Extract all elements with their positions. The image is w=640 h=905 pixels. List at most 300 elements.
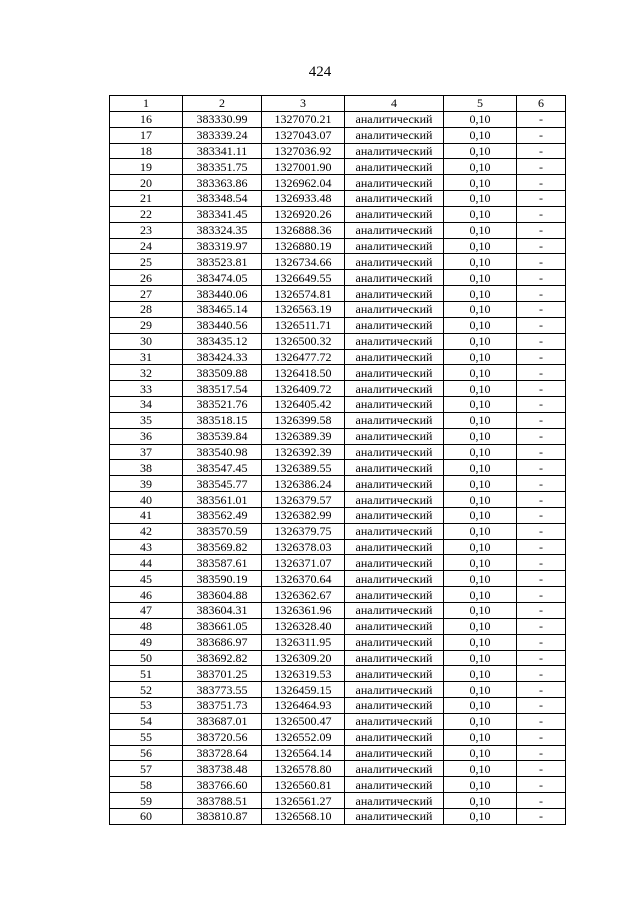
method-cell: аналитический bbox=[345, 603, 444, 619]
y-coordinate-cell: 1326477.72 bbox=[262, 349, 345, 365]
x-coordinate-cell: 383545.77 bbox=[183, 476, 262, 492]
accuracy-cell: 0,10 bbox=[444, 317, 517, 333]
note-cell: - bbox=[517, 365, 566, 381]
accuracy-cell: 0,10 bbox=[444, 476, 517, 492]
table-row bbox=[110, 143, 566, 159]
table-row bbox=[110, 301, 566, 317]
table-row bbox=[110, 476, 566, 492]
note-cell: - bbox=[517, 333, 566, 349]
x-coordinate-cell: 383517.54 bbox=[183, 381, 262, 397]
table-row bbox=[110, 650, 566, 666]
point-number-cell: 40 bbox=[110, 492, 183, 508]
x-coordinate-cell: 383561.01 bbox=[183, 492, 262, 508]
method-cell: аналитический bbox=[345, 682, 444, 698]
x-coordinate-cell: 383701.25 bbox=[183, 666, 262, 682]
column-header: 1 bbox=[110, 96, 183, 112]
table-row bbox=[110, 175, 566, 191]
x-coordinate-cell: 383738.48 bbox=[183, 761, 262, 777]
point-number-cell: 48 bbox=[110, 618, 183, 634]
method-cell: аналитический bbox=[345, 539, 444, 555]
accuracy-cell: 0,10 bbox=[444, 365, 517, 381]
note-cell: - bbox=[517, 270, 566, 286]
x-coordinate-cell: 383509.88 bbox=[183, 365, 262, 381]
note-cell: - bbox=[517, 698, 566, 714]
point-number-cell: 26 bbox=[110, 270, 183, 286]
accuracy-cell: 0,10 bbox=[444, 523, 517, 539]
y-coordinate-cell: 1326405.42 bbox=[262, 397, 345, 413]
method-cell: аналитический bbox=[345, 159, 444, 175]
y-coordinate-cell: 1326459.15 bbox=[262, 682, 345, 698]
x-coordinate-cell: 383604.31 bbox=[183, 603, 262, 619]
table-row bbox=[110, 713, 566, 729]
accuracy-cell: 0,10 bbox=[444, 507, 517, 523]
table-row bbox=[110, 270, 566, 286]
accuracy-cell: 0,10 bbox=[444, 650, 517, 666]
method-cell: аналитический bbox=[345, 523, 444, 539]
y-coordinate-cell: 1326328.40 bbox=[262, 618, 345, 634]
note-cell: - bbox=[517, 729, 566, 745]
accuracy-cell: 0,10 bbox=[444, 618, 517, 634]
table-row bbox=[110, 808, 566, 824]
accuracy-cell: 0,10 bbox=[444, 238, 517, 254]
method-cell: аналитический bbox=[345, 713, 444, 729]
x-coordinate-cell: 383587.61 bbox=[183, 555, 262, 571]
table-row bbox=[110, 698, 566, 714]
accuracy-cell: 0,10 bbox=[444, 254, 517, 270]
y-coordinate-cell: 1326311.95 bbox=[262, 634, 345, 650]
y-coordinate-cell: 1326389.55 bbox=[262, 460, 345, 476]
point-number-cell: 24 bbox=[110, 238, 183, 254]
y-coordinate-cell: 1326933.48 bbox=[262, 191, 345, 207]
y-coordinate-cell: 1326734.66 bbox=[262, 254, 345, 270]
note-cell: - bbox=[517, 127, 566, 143]
accuracy-cell: 0,10 bbox=[444, 682, 517, 698]
x-coordinate-cell: 383687.01 bbox=[183, 713, 262, 729]
x-coordinate-cell: 383590.19 bbox=[183, 571, 262, 587]
note-cell: - bbox=[517, 349, 566, 365]
accuracy-cell: 0,10 bbox=[444, 270, 517, 286]
method-cell: аналитический bbox=[345, 127, 444, 143]
table-row bbox=[110, 333, 566, 349]
point-number-cell: 35 bbox=[110, 412, 183, 428]
table-row bbox=[110, 745, 566, 761]
point-number-cell: 37 bbox=[110, 444, 183, 460]
y-coordinate-cell: 1326649.55 bbox=[262, 270, 345, 286]
table-row bbox=[110, 349, 566, 365]
accuracy-cell: 0,10 bbox=[444, 603, 517, 619]
x-coordinate-cell: 383773.55 bbox=[183, 682, 262, 698]
accuracy-cell: 0,10 bbox=[444, 571, 517, 587]
method-cell: аналитический bbox=[345, 808, 444, 824]
table-row bbox=[110, 111, 566, 127]
accuracy-cell: 0,10 bbox=[444, 286, 517, 302]
y-coordinate-cell: 1326392.39 bbox=[262, 444, 345, 460]
note-cell: - bbox=[517, 460, 566, 476]
table-row bbox=[110, 222, 566, 238]
method-cell: аналитический bbox=[345, 175, 444, 191]
note-cell: - bbox=[517, 539, 566, 555]
accuracy-cell: 0,10 bbox=[444, 587, 517, 603]
method-cell: аналитический bbox=[345, 698, 444, 714]
method-cell: аналитический bbox=[345, 476, 444, 492]
y-coordinate-cell: 1326418.50 bbox=[262, 365, 345, 381]
method-cell: аналитический bbox=[345, 634, 444, 650]
column-header: 6 bbox=[517, 96, 566, 112]
y-coordinate-cell: 1326379.75 bbox=[262, 523, 345, 539]
y-coordinate-cell: 1326500.47 bbox=[262, 713, 345, 729]
x-coordinate-cell: 383540.98 bbox=[183, 444, 262, 460]
method-cell: аналитический bbox=[345, 571, 444, 587]
y-coordinate-cell: 1326880.19 bbox=[262, 238, 345, 254]
point-number-cell: 31 bbox=[110, 349, 183, 365]
x-coordinate-cell: 383518.15 bbox=[183, 412, 262, 428]
accuracy-cell: 0,10 bbox=[444, 349, 517, 365]
note-cell: - bbox=[517, 286, 566, 302]
table-row bbox=[110, 729, 566, 745]
note-cell: - bbox=[517, 603, 566, 619]
table-row bbox=[110, 634, 566, 650]
y-coordinate-cell: 1327043.07 bbox=[262, 127, 345, 143]
table-row bbox=[110, 428, 566, 444]
note-cell: - bbox=[517, 618, 566, 634]
method-cell: аналитический bbox=[345, 301, 444, 317]
point-number-cell: 43 bbox=[110, 539, 183, 555]
note-cell: - bbox=[517, 238, 566, 254]
point-number-cell: 42 bbox=[110, 523, 183, 539]
x-coordinate-cell: 383435.12 bbox=[183, 333, 262, 349]
point-number-cell: 22 bbox=[110, 206, 183, 222]
note-cell: - bbox=[517, 191, 566, 207]
table-header-row bbox=[110, 96, 566, 112]
point-number-cell: 38 bbox=[110, 460, 183, 476]
y-coordinate-cell: 1326560.81 bbox=[262, 777, 345, 793]
column-header: 5 bbox=[444, 96, 517, 112]
x-coordinate-cell: 383330.99 bbox=[183, 111, 262, 127]
method-cell: аналитический bbox=[345, 729, 444, 745]
point-number-cell: 16 bbox=[110, 111, 183, 127]
y-coordinate-cell: 1326552.09 bbox=[262, 729, 345, 745]
x-coordinate-cell: 383523.81 bbox=[183, 254, 262, 270]
x-coordinate-cell: 383324.35 bbox=[183, 222, 262, 238]
y-coordinate-cell: 1326500.32 bbox=[262, 333, 345, 349]
note-cell: - bbox=[517, 428, 566, 444]
y-coordinate-cell: 1326389.39 bbox=[262, 428, 345, 444]
coordinates-table bbox=[109, 95, 566, 825]
y-coordinate-cell: 1326399.58 bbox=[262, 412, 345, 428]
note-cell: - bbox=[517, 412, 566, 428]
method-cell: аналитический bbox=[345, 444, 444, 460]
point-number-cell: 17 bbox=[110, 127, 183, 143]
accuracy-cell: 0,10 bbox=[444, 444, 517, 460]
x-coordinate-cell: 383728.64 bbox=[183, 745, 262, 761]
y-coordinate-cell: 1326362.67 bbox=[262, 587, 345, 603]
point-number-cell: 49 bbox=[110, 634, 183, 650]
accuracy-cell: 0,10 bbox=[444, 412, 517, 428]
table-row bbox=[110, 761, 566, 777]
y-coordinate-cell: 1326511.71 bbox=[262, 317, 345, 333]
x-coordinate-cell: 383319.97 bbox=[183, 238, 262, 254]
table-row bbox=[110, 682, 566, 698]
accuracy-cell: 0,10 bbox=[444, 539, 517, 555]
note-cell: - bbox=[517, 808, 566, 824]
y-coordinate-cell: 1326962.04 bbox=[262, 175, 345, 191]
method-cell: аналитический bbox=[345, 412, 444, 428]
accuracy-cell: 0,10 bbox=[444, 111, 517, 127]
note-cell: - bbox=[517, 507, 566, 523]
table-body bbox=[110, 111, 566, 824]
table-row bbox=[110, 317, 566, 333]
accuracy-cell: 0,10 bbox=[444, 808, 517, 824]
method-cell: аналитический bbox=[345, 317, 444, 333]
page-number: 424 bbox=[308, 64, 332, 80]
accuracy-cell: 0,10 bbox=[444, 777, 517, 793]
table-row bbox=[110, 206, 566, 222]
point-number-cell: 36 bbox=[110, 428, 183, 444]
y-coordinate-cell: 1326382.99 bbox=[262, 507, 345, 523]
accuracy-cell: 0,10 bbox=[444, 793, 517, 809]
method-cell: аналитический bbox=[345, 745, 444, 761]
note-cell: - bbox=[517, 713, 566, 729]
note-cell: - bbox=[517, 476, 566, 492]
x-coordinate-cell: 383570.59 bbox=[183, 523, 262, 539]
table-row bbox=[110, 238, 566, 254]
method-cell: аналитический bbox=[345, 507, 444, 523]
x-coordinate-cell: 383351.75 bbox=[183, 159, 262, 175]
point-number-cell: 56 bbox=[110, 745, 183, 761]
accuracy-cell: 0,10 bbox=[444, 143, 517, 159]
note-cell: - bbox=[517, 159, 566, 175]
table-row bbox=[110, 523, 566, 539]
method-cell: аналитический bbox=[345, 143, 444, 159]
method-cell: аналитический bbox=[345, 381, 444, 397]
table-row bbox=[110, 793, 566, 809]
table-row bbox=[110, 603, 566, 619]
x-coordinate-cell: 383569.82 bbox=[183, 539, 262, 555]
table-row bbox=[110, 127, 566, 143]
x-coordinate-cell: 383547.45 bbox=[183, 460, 262, 476]
x-coordinate-cell: 383604.88 bbox=[183, 587, 262, 603]
x-coordinate-cell: 383720.56 bbox=[183, 729, 262, 745]
method-cell: аналитический bbox=[345, 286, 444, 302]
table-row bbox=[110, 365, 566, 381]
note-cell: - bbox=[517, 143, 566, 159]
accuracy-cell: 0,10 bbox=[444, 222, 517, 238]
note-cell: - bbox=[517, 301, 566, 317]
y-coordinate-cell: 1326409.72 bbox=[262, 381, 345, 397]
accuracy-cell: 0,10 bbox=[444, 634, 517, 650]
x-coordinate-cell: 383539.84 bbox=[183, 428, 262, 444]
method-cell: аналитический bbox=[345, 222, 444, 238]
method-cell: аналитический bbox=[345, 666, 444, 682]
point-number-cell: 29 bbox=[110, 317, 183, 333]
note-cell: - bbox=[517, 222, 566, 238]
point-number-cell: 18 bbox=[110, 143, 183, 159]
table-row bbox=[110, 159, 566, 175]
x-coordinate-cell: 383751.73 bbox=[183, 698, 262, 714]
method-cell: аналитический bbox=[345, 333, 444, 349]
note-cell: - bbox=[517, 587, 566, 603]
note-cell: - bbox=[517, 777, 566, 793]
x-coordinate-cell: 383440.06 bbox=[183, 286, 262, 302]
accuracy-cell: 0,10 bbox=[444, 301, 517, 317]
x-coordinate-cell: 383766.60 bbox=[183, 777, 262, 793]
point-number-cell: 59 bbox=[110, 793, 183, 809]
accuracy-cell: 0,10 bbox=[444, 397, 517, 413]
x-coordinate-cell: 383424.33 bbox=[183, 349, 262, 365]
point-number-cell: 27 bbox=[110, 286, 183, 302]
table-row bbox=[110, 587, 566, 603]
column-header: 4 bbox=[345, 96, 444, 112]
y-coordinate-cell: 1326361.96 bbox=[262, 603, 345, 619]
x-coordinate-cell: 383661.05 bbox=[183, 618, 262, 634]
accuracy-cell: 0,10 bbox=[444, 745, 517, 761]
method-cell: аналитический bbox=[345, 587, 444, 603]
accuracy-cell: 0,10 bbox=[444, 713, 517, 729]
point-number-cell: 32 bbox=[110, 365, 183, 381]
method-cell: аналитический bbox=[345, 618, 444, 634]
method-cell: аналитический bbox=[345, 793, 444, 809]
note-cell: - bbox=[517, 254, 566, 270]
method-cell: аналитический bbox=[345, 761, 444, 777]
method-cell: аналитический bbox=[345, 397, 444, 413]
point-number-cell: 44 bbox=[110, 555, 183, 571]
method-cell: аналитический bbox=[345, 238, 444, 254]
note-cell: - bbox=[517, 492, 566, 508]
method-cell: аналитический bbox=[345, 460, 444, 476]
point-number-cell: 23 bbox=[110, 222, 183, 238]
accuracy-cell: 0,10 bbox=[444, 555, 517, 571]
table-row bbox=[110, 381, 566, 397]
point-number-cell: 58 bbox=[110, 777, 183, 793]
y-coordinate-cell: 1326561.27 bbox=[262, 793, 345, 809]
y-coordinate-cell: 1326379.57 bbox=[262, 492, 345, 508]
note-cell: - bbox=[517, 761, 566, 777]
y-coordinate-cell: 1326319.53 bbox=[262, 666, 345, 682]
table-row bbox=[110, 777, 566, 793]
accuracy-cell: 0,10 bbox=[444, 127, 517, 143]
point-number-cell: 30 bbox=[110, 333, 183, 349]
point-number-cell: 46 bbox=[110, 587, 183, 603]
table-row bbox=[110, 254, 566, 270]
accuracy-cell: 0,10 bbox=[444, 428, 517, 444]
table-row bbox=[110, 444, 566, 460]
note-cell: - bbox=[517, 571, 566, 587]
method-cell: аналитический bbox=[345, 254, 444, 270]
y-coordinate-cell: 1327036.92 bbox=[262, 143, 345, 159]
x-coordinate-cell: 383686.97 bbox=[183, 634, 262, 650]
table-row bbox=[110, 507, 566, 523]
accuracy-cell: 0,10 bbox=[444, 159, 517, 175]
note-cell: - bbox=[517, 444, 566, 460]
point-number-cell: 19 bbox=[110, 159, 183, 175]
note-cell: - bbox=[517, 111, 566, 127]
note-cell: - bbox=[517, 317, 566, 333]
y-coordinate-cell: 1326371.07 bbox=[262, 555, 345, 571]
y-coordinate-cell: 1326378.03 bbox=[262, 539, 345, 555]
point-number-cell: 51 bbox=[110, 666, 183, 682]
point-number-cell: 57 bbox=[110, 761, 183, 777]
x-coordinate-cell: 383788.51 bbox=[183, 793, 262, 809]
y-coordinate-cell: 1326920.26 bbox=[262, 206, 345, 222]
y-coordinate-cell: 1326564.14 bbox=[262, 745, 345, 761]
accuracy-cell: 0,10 bbox=[444, 492, 517, 508]
accuracy-cell: 0,10 bbox=[444, 460, 517, 476]
column-header: 2 bbox=[183, 96, 262, 112]
point-number-cell: 33 bbox=[110, 381, 183, 397]
y-coordinate-cell: 1326386.24 bbox=[262, 476, 345, 492]
column-header: 3 bbox=[262, 96, 345, 112]
note-cell: - bbox=[517, 523, 566, 539]
point-number-cell: 34 bbox=[110, 397, 183, 413]
point-number-cell: 21 bbox=[110, 191, 183, 207]
method-cell: аналитический bbox=[345, 349, 444, 365]
note-cell: - bbox=[517, 381, 566, 397]
y-coordinate-cell: 1327001.90 bbox=[262, 159, 345, 175]
x-coordinate-cell: 383363.86 bbox=[183, 175, 262, 191]
x-coordinate-cell: 383810.87 bbox=[183, 808, 262, 824]
note-cell: - bbox=[517, 206, 566, 222]
x-coordinate-cell: 383562.49 bbox=[183, 507, 262, 523]
x-coordinate-cell: 383692.82 bbox=[183, 650, 262, 666]
method-cell: аналитический bbox=[345, 428, 444, 444]
point-number-cell: 55 bbox=[110, 729, 183, 745]
method-cell: аналитический bbox=[345, 555, 444, 571]
x-coordinate-cell: 383341.11 bbox=[183, 143, 262, 159]
table-row bbox=[110, 191, 566, 207]
y-coordinate-cell: 1326563.19 bbox=[262, 301, 345, 317]
table-row bbox=[110, 492, 566, 508]
table-row bbox=[110, 460, 566, 476]
note-cell: - bbox=[517, 666, 566, 682]
method-cell: аналитический bbox=[345, 777, 444, 793]
y-coordinate-cell: 1326309.20 bbox=[262, 650, 345, 666]
point-number-cell: 54 bbox=[110, 713, 183, 729]
accuracy-cell: 0,10 bbox=[444, 381, 517, 397]
point-number-cell: 28 bbox=[110, 301, 183, 317]
table-row bbox=[110, 286, 566, 302]
table-row bbox=[110, 618, 566, 634]
point-number-cell: 20 bbox=[110, 175, 183, 191]
accuracy-cell: 0,10 bbox=[444, 191, 517, 207]
method-cell: аналитический bbox=[345, 270, 444, 286]
accuracy-cell: 0,10 bbox=[444, 206, 517, 222]
point-number-cell: 53 bbox=[110, 698, 183, 714]
method-cell: аналитический bbox=[345, 365, 444, 381]
x-coordinate-cell: 383474.05 bbox=[183, 270, 262, 286]
y-coordinate-cell: 1326888.36 bbox=[262, 222, 345, 238]
x-coordinate-cell: 383440.56 bbox=[183, 317, 262, 333]
point-number-cell: 47 bbox=[110, 603, 183, 619]
table-row bbox=[110, 555, 566, 571]
y-coordinate-cell: 1327070.21 bbox=[262, 111, 345, 127]
accuracy-cell: 0,10 bbox=[444, 666, 517, 682]
note-cell: - bbox=[517, 682, 566, 698]
y-coordinate-cell: 1326464.93 bbox=[262, 698, 345, 714]
accuracy-cell: 0,10 bbox=[444, 729, 517, 745]
method-cell: аналитический bbox=[345, 191, 444, 207]
y-coordinate-cell: 1326578.80 bbox=[262, 761, 345, 777]
note-cell: - bbox=[517, 745, 566, 761]
accuracy-cell: 0,10 bbox=[444, 175, 517, 191]
y-coordinate-cell: 1326370.64 bbox=[262, 571, 345, 587]
note-cell: - bbox=[517, 793, 566, 809]
x-coordinate-cell: 383465.14 bbox=[183, 301, 262, 317]
point-number-cell: 60 bbox=[110, 808, 183, 824]
method-cell: аналитический bbox=[345, 492, 444, 508]
point-number-cell: 25 bbox=[110, 254, 183, 270]
point-number-cell: 52 bbox=[110, 682, 183, 698]
note-cell: - bbox=[517, 397, 566, 413]
